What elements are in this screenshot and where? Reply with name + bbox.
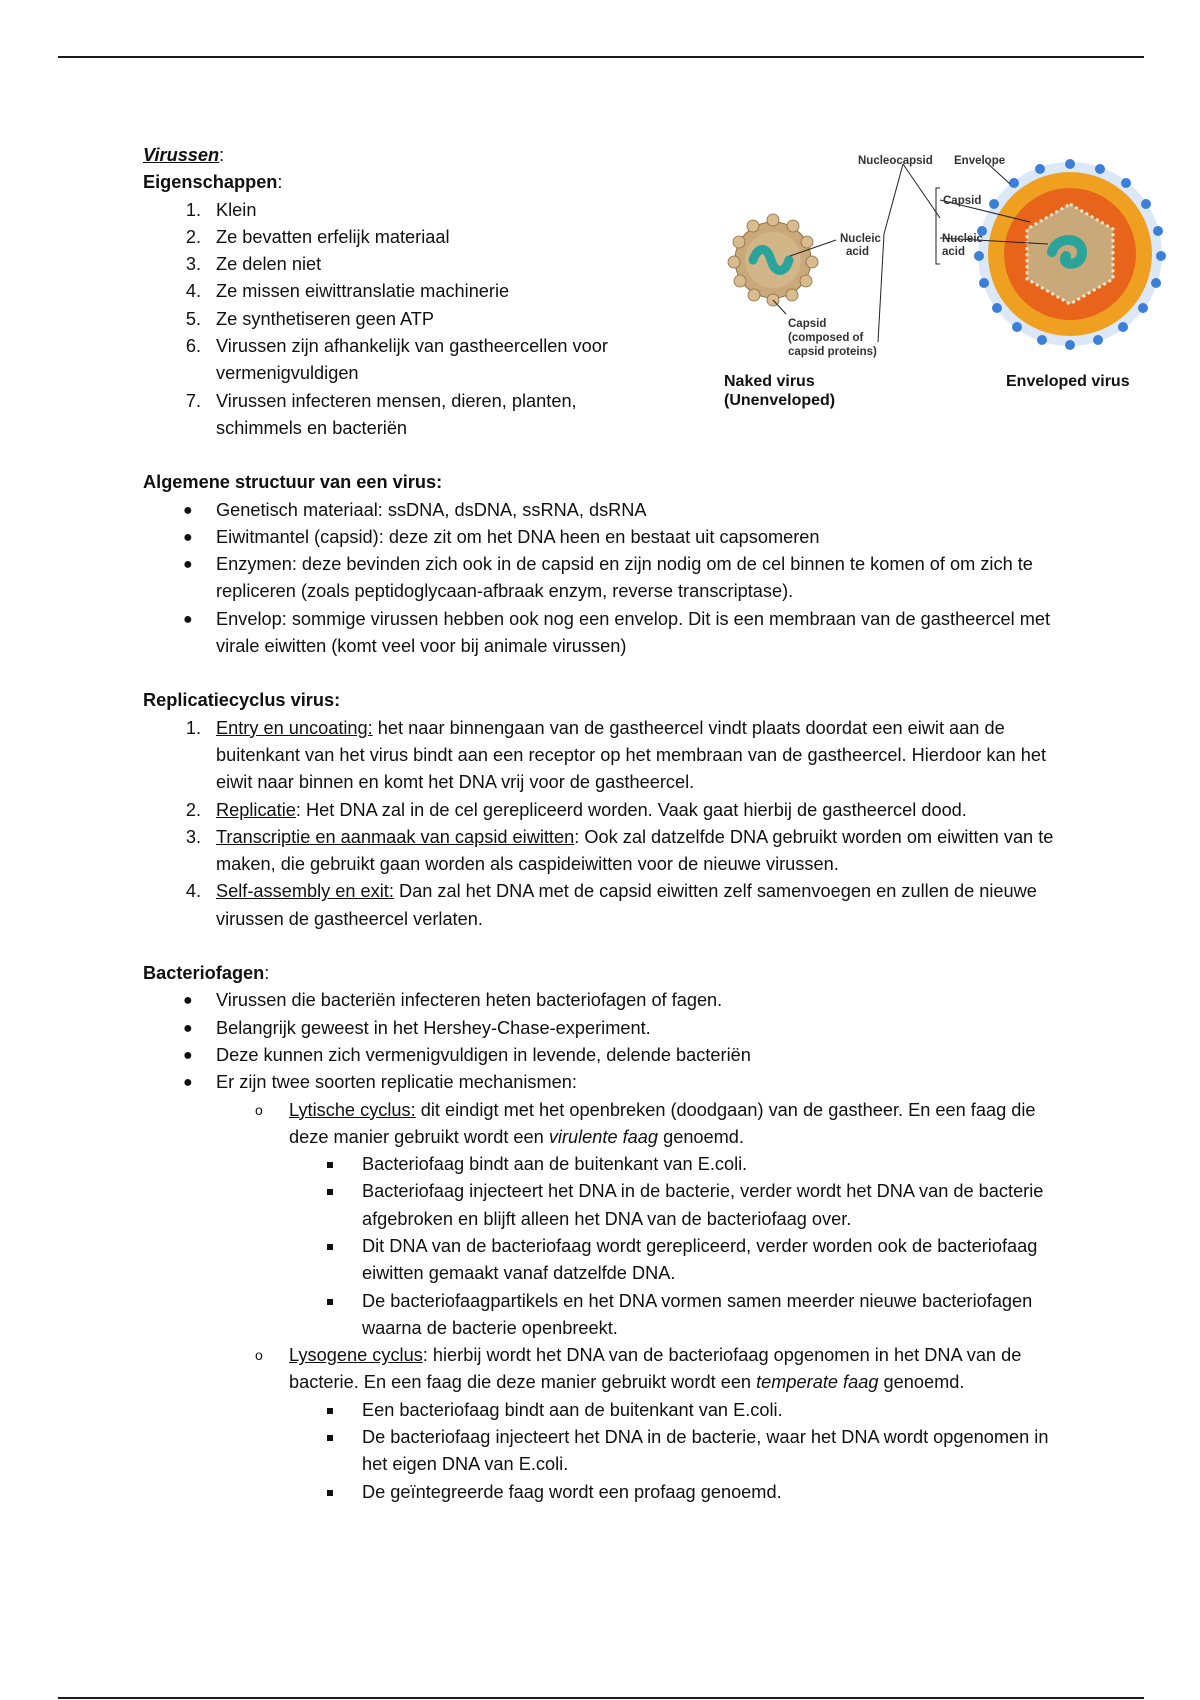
cyclus-list (143, 1097, 1078, 1152)
label-nucleic-acid-right-2: acid (942, 246, 966, 258)
list-item: De geïntegreerde faag wordt een profaag genoemd. (143, 1479, 1078, 1506)
lytische-steps (143, 1151, 1078, 1342)
eigenschappen-list (143, 197, 663, 443)
list-item: ● Virussen die bacteriën infecteren heten bacteriofagen of fagen. (143, 987, 1078, 1014)
label-capsid-note-2: (composed of (788, 332, 864, 344)
square-bullet-icon (327, 1244, 333, 1250)
heading-replicatie: Replicatiecyclus virus: (143, 690, 341, 711)
list-item: ● Er zijn twee soorten replicatie mechanismen: (143, 1069, 1078, 1096)
list-item: ● Deze kunnen zich vermenigvuldigen in levende, delende bacteriën (143, 1042, 1078, 1069)
bullet-icon: ● (183, 1046, 193, 1064)
list-item: ● Genetisch materiaal: ssDNA, dsDNA, ssRNA, dsRNA (143, 497, 1078, 524)
cyclus-list-2 (143, 1342, 1078, 1397)
list-item: 5. Ze synthetiseren geen ATP (185, 308, 435, 329)
list-item: 3. Ze delen niet (185, 254, 322, 275)
circle-bullet-icon: o (255, 1101, 263, 1118)
list-item: 2. Replicatie: Het DNA zal in de cel gerepliceerd worden. Vaak gaat hierbij de gastheercel dood. (185, 799, 967, 820)
heading-bacteriofagen: Bacteriofagen: (143, 963, 270, 984)
label-unenveloped: (Unenveloped) (724, 392, 836, 409)
list-item: ● Belangrijk geweest in het Hershey-Chase-experiment. (143, 1015, 1078, 1042)
bullet-icon: ● (183, 556, 193, 574)
label-envelope: Envelope (954, 155, 1006, 167)
list-item: 1. Entry en uncoating: het naar binnengaan van de gastheercel vindt plaats doordat een eiwit aan de buitenkant van het virus bindt aan een receptor op het membraan van de gastheercel. Hierdoor kan het eiwit naar binnen en komt het DNA vrij voor de gastheercel. (185, 717, 1047, 793)
list-item: De bacteriofaagpartikels en het DNA vormen samen meerder nieuwe bacteriofagen waarna de bacterie openbreekt. (143, 1288, 1078, 1343)
square-bullet-icon (327, 1189, 333, 1195)
label-nucleocapsid: Nucleocapsid (858, 155, 933, 167)
bullet-icon: ● (183, 610, 193, 628)
label-nucleic-acid-left-1: Nucleic (840, 233, 881, 245)
label-naked-virus: Naked virus (724, 373, 815, 390)
list-item: De bacteriofaag injecteert het DNA in de bacterie, waar het DNA wordt opgenomen in het eigen DNA van E.coli. (143, 1424, 1078, 1479)
lysogene-cyclus: o Lysogene cyclus: hierbij wordt het DNA van de bacteriofaag opgenomen in het DNA van de bacterie. En een faag die deze manier gebruikt wordt een temperate faag genoemd. (143, 1342, 1078, 1397)
heading-eigenschappen: Eigenschappen: (143, 172, 283, 193)
list-item: 1. Klein (185, 199, 257, 220)
replicatie-list (143, 715, 1078, 933)
list-item: Bacteriofaag bindt aan de buitenkant van E.coli. (143, 1151, 1078, 1178)
list-item: Een bacteriofaag bindt aan de buitenkant van E.coli. (143, 1397, 1078, 1424)
square-bullet-icon (327, 1490, 333, 1496)
bacteriofagen-list (143, 987, 1078, 1096)
list-item: 7. Virussen infecteren mensen, dieren, planten, schimmels en bacteriën (185, 390, 577, 438)
document-body (143, 142, 1078, 1506)
list-item: Dit DNA van de bacteriofaag wordt gerepliceerd, verder worden ook de bacteriofaag eiwitten gemaakt vanaf datzelfde DNA. (143, 1233, 1078, 1288)
bullet-icon: ● (183, 501, 193, 519)
square-bullet-icon (327, 1162, 333, 1168)
list-item: 4. Self-assembly en exit: Dan zal het DNA met de capsid eiwitten zelf samenvoegen en zullen de nieuwe virussen de gastheercel verlaten. (185, 881, 1037, 929)
bullet-icon: ● (183, 1019, 193, 1037)
list-item: ● Eiwitmantel (capsid): deze zit om het DNA heen en bestaat uit capsomeren (143, 524, 1078, 551)
bullet-icon: ● (183, 528, 193, 546)
square-bullet-icon (327, 1408, 333, 1414)
bullet-icon: ● (183, 992, 193, 1010)
list-item: Bacteriofaag injecteert het DNA in de bacterie, verder wordt het DNA van de bacterie afgebroken en blijft alleen het DNA van de bacteriofaag over. (143, 1178, 1078, 1233)
heading-virussen: Virussen: (143, 145, 225, 165)
list-item: ● Enzymen: deze bevinden zich ook in de capsid en zijn nodig om de cel binnen te komen of om zich te repliceren (zoals peptidoglycaan-afbraak enzym, reverse transcriptase). (143, 551, 1078, 606)
label-capsid: Capsid (943, 195, 982, 207)
square-bullet-icon (327, 1435, 333, 1441)
lytische-cyclus: o Lytische cyclus: dit eindigt met het openbreken (doodgaan) van de gastheer. En een faag die deze manier gebruikt wordt een virulente faag genoemd. (143, 1097, 1078, 1152)
list-item: 2. Ze bevatten erfelijk materiaal (185, 226, 450, 247)
list-item: 3. Transcriptie en aanmaak van capsid eiwitten: Ook zal datzelfde DNA gebruikt worden om eiwitten van te maken, die gebruikt gaan worden als caspideiwitten voor de nieuwe virussen. (185, 826, 1054, 875)
structuur-list (143, 497, 1078, 661)
bullet-icon: ● (183, 1074, 193, 1092)
square-bullet-icon (327, 1299, 333, 1305)
label-capsid-note-1: Capsid (788, 318, 827, 330)
label-enveloped-virus: Enveloped virus (1006, 373, 1130, 390)
list-item: 4. Ze missen eiwittranslatie machinerie (185, 281, 510, 302)
list-item: 6. Virussen zijn afhankelijk van gastheercellen voor vermenigvuldigen (185, 336, 608, 384)
heading-structuur: Algemene structuur van een virus: (143, 472, 443, 493)
footer-rule (58, 1697, 1144, 1699)
header-rule (58, 56, 1144, 58)
lysogene-steps (143, 1397, 1078, 1506)
label-nucleic-acid-right-1: Nucleic (942, 233, 983, 245)
label-capsid-note-3: capsid proteins) (788, 346, 877, 358)
list-item: ● Envelop: sommige virussen hebben ook nog een envelop. Dit is een membraan van de gastheercel met virale eiwitten (komt veel voor bij animale virussen) (143, 606, 1078, 661)
label-nucleic-acid-left-2: acid (846, 246, 870, 258)
circle-bullet-icon: o (255, 1347, 263, 1364)
